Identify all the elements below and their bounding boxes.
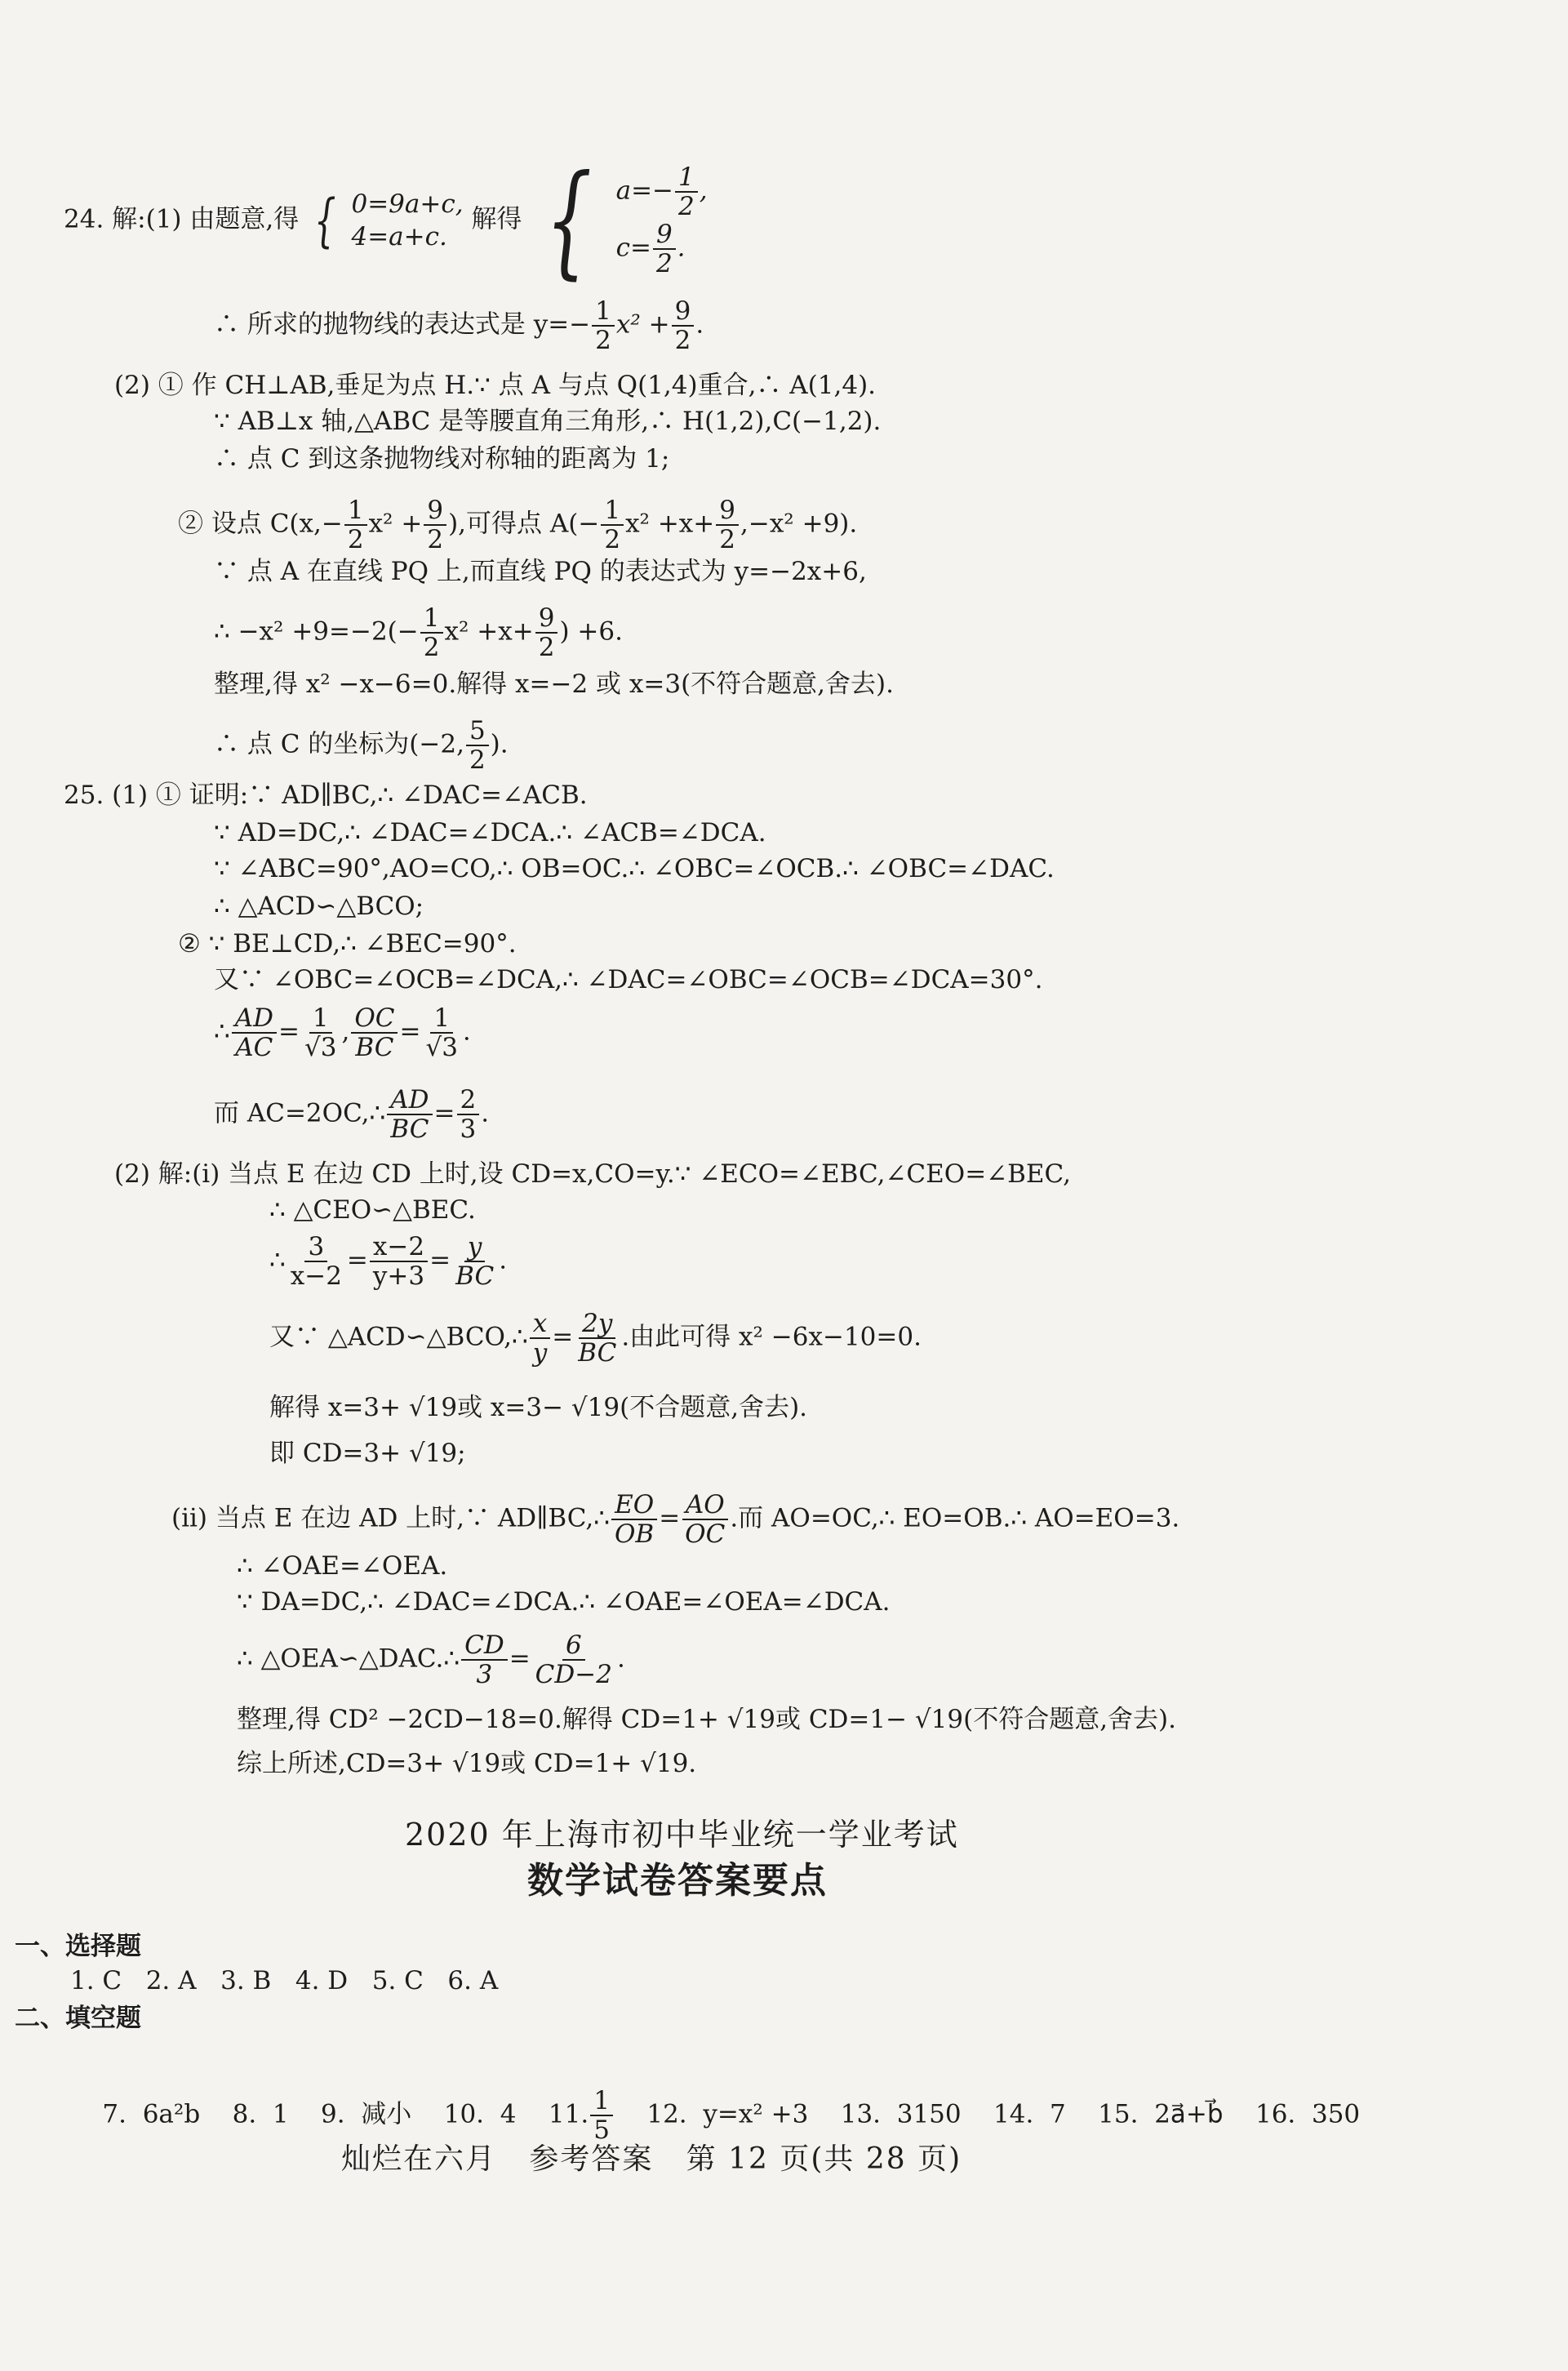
q25-line-20: 综上所述,CD=3+ √19或 CD=1+ √19. [237,1749,697,1778]
solution-system: a=− $\frac{1}{2}$ , c= $\frac{9}{2}$ . [615,162,708,279]
q25-line-3: ∵ ∠ABC=90°,AO=CO,∴ OB=OC.∴ ∠OBC=∠OCB.∴ ∠OBC=∠DAC. [214,854,1055,883]
q25-line-9: (2) 解:(i) 当点 E 在边 CD 上时,设 CD=x,CO=y.∵ ∠ECO=∠EBC,∠CEO=∠BEC, [114,1159,1072,1189]
equation-system: 0=9a+c, 4=a+c. [351,189,464,252]
q25-line-13: 解得 x=3+ √19或 x=3− √19(不合题意,舍去). [269,1393,808,1422]
q24-line-5: ∴ 点 C 到这条抛物线对称轴的距离为 1; [214,444,670,474]
q25-line-11: ∴ $\frac{3}{x-2}$ = $\frac{x-2}{y+3}$ = $\frac{y}{BC}$ . [269,1232,508,1292]
q25-line-1: 25. (1) ① 证明:∵ AD∥BC,∴ ∠DAC=∠ACB. [64,781,588,810]
q25-line-10: ∴ △CEO∽△BEC. [269,1195,476,1225]
q24-line-6: ② 设点 C(x,− $\frac{1}{2}$ x² + $\frac{9}{2}$ ),可得点 A(− $\frac{1}{2}$ x² +x+ $\frac{9}{2}$ ,−x² +9). [178,496,858,555]
section-heading-fill: 二、填空题 [15,2004,141,2033]
page-footer: 灿烂在六月 参考答案 第 12 页(共 28 页) [341,2142,962,2176]
q24-line-1: 24. 解:(1) 由题意,得 { 0=9a+c, 4=a+c. 解得 { a=− $\frac{1}{2}$ , c= $\frac{9}{2}$ . [64,149,708,292]
q25-line-7: ∴ $\frac{AD}{AC}$ = $\frac{1}{√3}$ , $\frac{OC}{BC}$ = $\frac{1}{√3}$ . [214,1003,471,1063]
q24-line-3: (2) ① 作 CH⊥AB,垂足为点 H.∵ 点 A 与点 Q(1,4)重合,∴ A(1,4). [114,371,877,400]
q25-line-18: ∴ △OEA∽△DAC.∴ $\frac{CD}{3}$ = $\frac{6}{CD-2}$ . [237,1630,625,1690]
q25-line-2: ∵ AD=DC,∴ ∠DAC=∠DCA.∴ ∠ACB=∠DCA. [214,818,766,847]
q24-line-7: ∵ 点 A 在直线 PQ 上,而直线 PQ 的表达式为 y=−2x+6, [214,557,867,586]
exam-subtitle: 数学试卷答案要点 [527,1860,828,1902]
q25-line-12: 又∵ △ACD∽△BCO,∴ $\frac{x}{y}$ = $\frac{2y}{BC}$ .由此可得 x² −6x−10=0. [269,1309,922,1368]
fill-answers: 7. 6a²b 8. 1 9. 减小 10. 4 11. $\frac{1}{5}$ 12. y=x² +3 13. 3150 14. 7 15. 2a⃗+b⃗ 16. 350 [102,2086,1361,2146]
q25-line-16: ∴ ∠OAE=∠OEA. [237,1551,448,1581]
q25-line-15: (ii) 当点 E 在边 AD 上时,∵ AD∥BC,∴ $\frac{EO}{OB}$ = $\frac{AO}{OC}$ .而 AO=OC,∴ EO=OB.∴ AO=EO=3. [171,1490,1180,1550]
q24-line-8: ∴ −x² +9=−2(− $\frac{1}{2}$ x² +x+ $\frac{9}{2}$ ) +6. [214,603,623,663]
exam-title: 2020 年上海市初中毕业统一学业考试 [405,1817,959,1853]
q24-line-10: ∴ 点 C 的坐标为(−2, $\frac{5}{2}$ ). [214,716,509,776]
q25-line-14: 即 CD=3+ √19; [269,1439,466,1468]
q25-line-8: 而 AC=2OC,∴ $\frac{AD}{BC}$ = $\frac{2}{3}$ . [214,1085,490,1145]
q25-line-6: 又∵ ∠OBC=∠OCB=∠DCA,∴ ∠DAC=∠OBC=∠OCB=∠DCA=30°. [214,965,1043,994]
q25-line-17: ∵ DA=DC,∴ ∠DAC=∠DCA.∴ ∠OAE=∠OEA=∠DCA. [237,1587,891,1617]
q24-line-9: 整理,得 x² −x−6=0.解得 x=−2 或 x=3(不符合题意,舍去). [214,669,894,699]
q25-line-19: 整理,得 CD² −2CD−18=0.解得 CD=1+ √19或 CD=1− √19(不符合题意,舍去). [237,1705,1177,1734]
section-heading-choice: 一、选择题 [15,1932,141,1961]
q24-intro: 24. 解:(1) 由题意,得 [64,204,300,234]
q24-line-2: ∴ 所求的抛物线的表达式是 y=− $\frac{1}{2}$ x² + $\frac{9}{2}$ . [214,296,704,356]
q24-line-4: ∵ AB⊥x 轴,△ABC 是等腰直角三角形,∴ H(1,2),C(−1,2). [214,407,882,436]
q25-line-4: ∴ △ACD∽△BCO; [214,892,424,921]
choice-answers: 1. C 2. A 3. B 4. D 5. C 6. A [70,1966,499,1995]
q25-line-5: ② ∵ BE⊥CD,∴ ∠BEC=90°. [178,929,517,959]
